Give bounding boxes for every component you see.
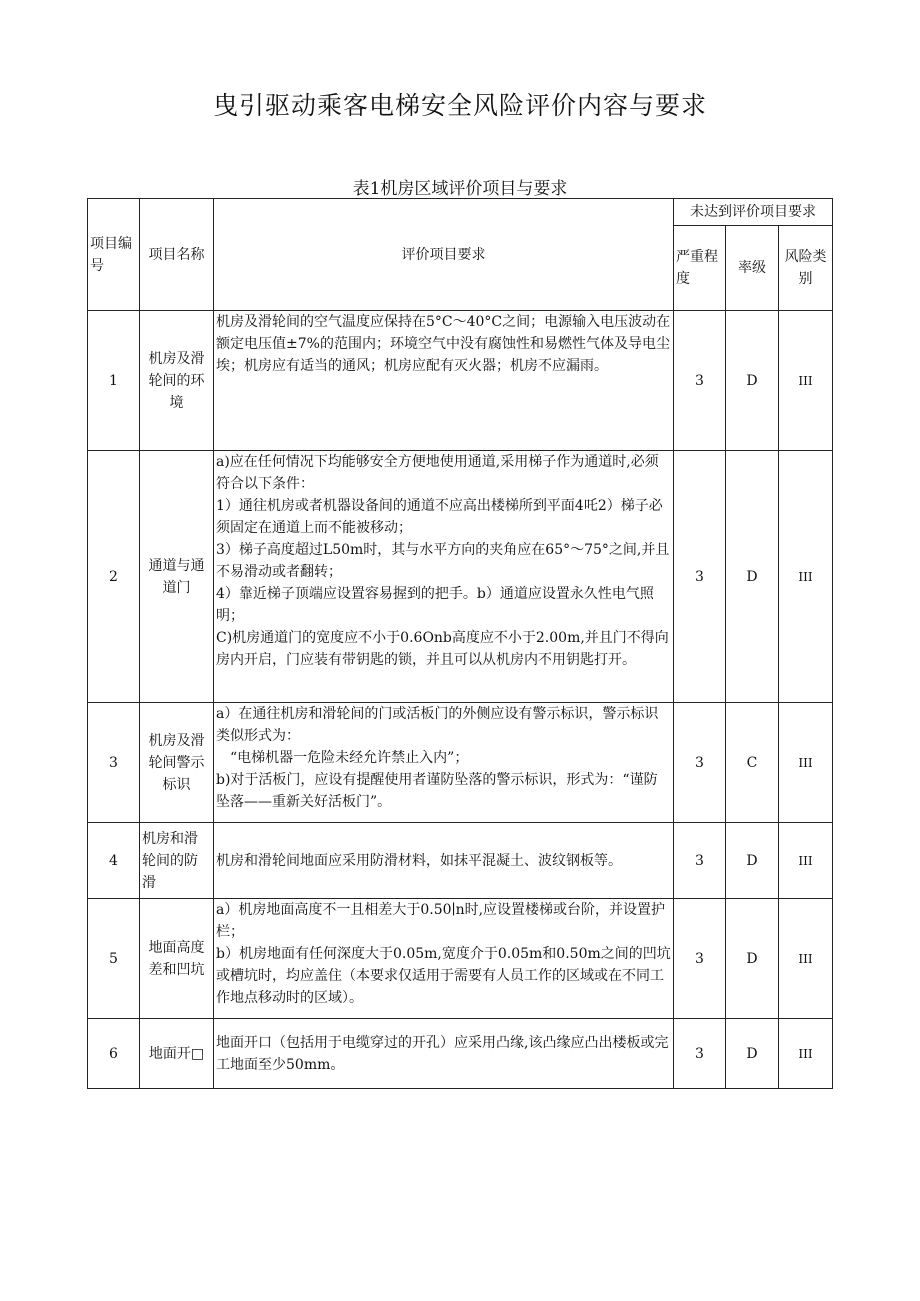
header-requirements: 评价项目要求 [214,199,674,311]
row-item-name: 地面开□ [140,1019,214,1089]
requirement-text: 4）靠近梯子顶端应设置容易握到的把手。b）通道应设置永久性电气照明； [216,586,654,624]
row-risk-category: III [779,451,833,703]
header-item-no: 项目编号 [88,199,140,311]
requirement-text: 地面开口（包括用于电缆穿过的开孔）应采用凸缘,该凸缘应凸出楼板或完工地面至少50mm。 [216,1034,669,1073]
row-severity: 3 [674,899,726,1019]
row-item-name: 机房和滑轮间的防滑 [140,823,214,899]
risk-evaluation-table [87,198,833,1089]
requirement-text: a)应在任何情况下均能够安全方便地使用通道,采用梯子作为通道时,必须符合以下条件： [216,454,659,492]
row-rate: C [726,703,779,823]
requirement-text: 3）梯子高度超过L50m时，其与水平方向的夹角应在65°～75°之间,并且不易滑动或者翻转； [216,542,670,580]
requirement-text: C)机房通道门的宽度应不小于0.6Onb高度应不小于2.00m,并且门不得向房内开启，门应装有带钥匙的锁，并且可以从机房内不用钥匙打开。 [216,630,669,668]
requirement-text: 机房和滑轮间地面应采用防滑材料，如抹平混凝土、波纹钢板等。 [216,852,622,869]
row-item-name: 通道与通道门 [140,451,214,703]
table-row [88,311,833,451]
row-risk-category: III [779,703,833,823]
row-severity: 3 [674,823,726,899]
row-risk-category: III [779,823,833,899]
row-requirements [214,311,674,451]
row-requirements [214,1019,674,1089]
header-rate: 率级 [726,226,779,311]
requirement-text: 1）通往机房或者机器设备间的通道不应高出楼梯所到平面4吒2）梯子必须固定在通道上而不能被移动； [216,498,663,536]
row-number: 2 [88,451,140,703]
table-row [88,823,833,899]
row-severity: 3 [674,311,726,451]
row-requirements [214,703,674,823]
row-risk-category: III [779,899,833,1019]
row-item-name: 机房及滑轮间警示标识 [140,703,214,823]
requirement-text: “电梯机器一危险未经允许禁止入内”； [230,750,469,766]
row-severity: 3 [674,703,726,823]
requirement-text: a）在通往机房和滑轮间的门或活板门的外侧应设有警示标识，警示标识类似形式为： [216,706,659,744]
row-severity: 3 [674,451,726,703]
row-severity: 3 [674,1019,726,1089]
row-number: 3 [88,703,140,823]
table-row [88,703,833,823]
row-requirements [214,451,674,703]
row-requirements [214,823,674,899]
table-caption: 表1机房区域评价项目与要求 [352,179,568,199]
row-number: 5 [88,899,140,1019]
requirement-text: 机房及滑轮间的空气温度应保持在5°C～40°C之间；电源输入电压波动在额定电压值±7%的范围内；环境空气中没有腐蚀性和易燃性气体及导电尘埃；机房应有适当的通风；机房应配有灭火器；机房不应漏雨。 [216,314,671,374]
header-item-name: 项目名称 [140,199,214,311]
row-number: 1 [88,311,140,451]
requirement-text: b)对于活板门，应设有提醒使用者谨防坠落的警示标识，形式为：“谨防坠落——重新关好活板门”。 [216,772,658,810]
header-unmet-group: 未达到评价项目要求 [674,199,833,226]
row-rate: D [726,823,779,899]
row-rate: D [726,899,779,1019]
requirement-text: b）机房地面有任何深度大于0.05m,宽度介于0.05m和0.50m之间的凹坑或槽坑时，均应盖住（本要求仅适用于需要有人员工作的区域或在不同工作地点移动时的区域）。 [216,946,671,1006]
requirement-text: a）机房地面高度不一且相差大于0.50∣n时,应设置楼梯或台阶，并设置护栏； [216,902,666,940]
row-risk-category: III [779,1019,833,1089]
header-risk-category: 风险类别 [779,226,833,311]
row-rate: D [726,1019,779,1089]
table-row [88,899,833,1019]
row-requirements [214,899,674,1019]
row-rate: D [726,451,779,703]
table-row [88,1019,833,1089]
row-number: 4 [88,823,140,899]
row-item-name: 机房及滑轮间的环境 [140,311,214,451]
table-row [88,451,833,703]
row-item-name: 地面高度差和凹坑 [140,899,214,1019]
header-severity: 严重程度 [674,226,726,311]
row-rate: D [726,311,779,451]
row-number: 6 [88,1019,140,1089]
row-risk-category: III [779,311,833,451]
document-title: 曳引驱动乘客电梯安全风险评价内容与要求 [212,91,707,120]
